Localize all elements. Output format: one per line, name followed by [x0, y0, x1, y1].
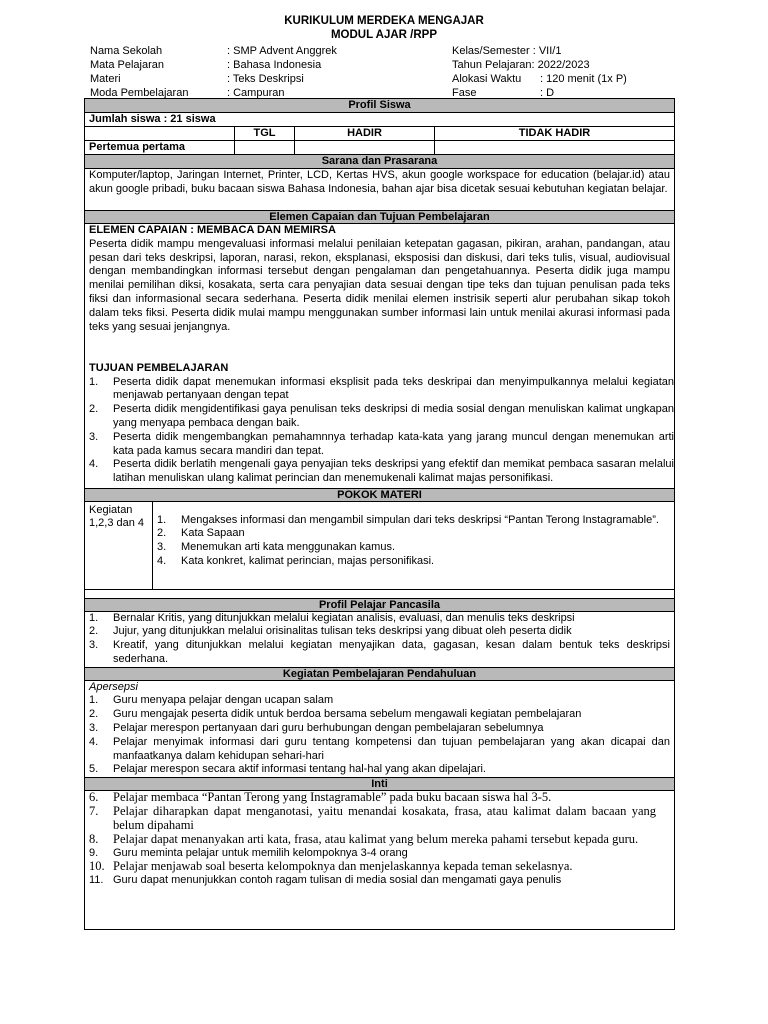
list-item: 2. Peserta didik mengidentifikasi gaya penulisan teks deskripsi di media sosial dengan menuliskan kalimat ungkapan yang menyapa pembaca dengan baik. — [89, 403, 674, 429]
list-item: 4. Pelajar menyimak informasi dari guru tentang kompetensi dan tujuan pembelajaran yang akan dicapai dan manfaatkanya dalam kehidupan sehari-hari — [89, 735, 670, 762]
pendahuluan-list — [85, 694, 674, 777]
info-row: Tahun Pelajaran: 2022/2023 — [452, 59, 590, 71]
jumlah-siswa: Jumlah siswa : 21 siswa — [85, 113, 674, 127]
attendance-row: Pertemua pertama — [85, 141, 674, 155]
tujuan-heading: TUJUAN PEMBELAJARAN — [89, 361, 229, 374]
section-header-pendahuluan: Kegiatan Pembelajaran Pendahuluan — [85, 667, 674, 681]
list-item: 9. Guru meminta pelajar untuk memilih kelompoknya 3-4 orang — [89, 846, 408, 859]
doc-title: KURIKULUM MERDEKA MENGAJAR — [284, 15, 484, 27]
main-table — [84, 98, 675, 930]
attendance-header: TGL HADIR TIDAK HADIR — [85, 127, 674, 141]
list-item: 8. Pelajar dapat menanyakan arti kata, frasa, atau kalimat yang belum mereka pahami tersebut kepada guru. — [89, 831, 639, 846]
list-item: 2. Kata Sapaan — [157, 527, 245, 540]
section-header-profil-siswa: Profil Siswa — [85, 99, 674, 113]
list-item: 5. Pelajar merespon secara aktif informasi tentang hal-hal yang akan dipelajari. — [89, 763, 486, 776]
list-item: 11. Guru dapat menunjukkan contoh ragam tulisan di media sosial dan mengamati gaya penulis — [89, 873, 562, 886]
list-item: 2. Guru mengajak peserta didik untuk berdoa bersama sebelum mengawali kegiatan pembelajaran — [89, 708, 582, 721]
elemen-text: Peserta didik mampu mengevaluasi informasi melalui penilaian ketepatan gagasan, pikiran, arahan, pandangan, atau pesan dari teks deskripsi, laporan, narasi, rekon, eksplanasi, eksposisi dan diskusi, dari teks tulis, visual, audiovisual dengan membandingkan informasi tersebut dengan pengalaman dan pengetahuannya. Peserta didik juga mampu menilai pemilihan diksi, kosakata, serta cara penyajian data sesuai dengan tipe teks dan tujuan penulisan pada teks fiksi dan informasional secara sederhana. Peserta didik menilai elemen instrisik seperti alur perubahan sikap tokoh dalam teks fiksi. Peserta didik mulai mampu menggunakan sumber informasi lain untuk menilai akurasi informasi pada teks yang sesuai jenjangnya. — [89, 237, 670, 333]
info-row: Nama Sekolah : SMP Advent Anggrek — [90, 45, 337, 57]
section-header-pokok-materi: POKOK MATERI — [85, 488, 674, 502]
info-row: Alokasi Waktu : 120 menit (1x P) — [452, 73, 627, 85]
info-row: Mata Pelajaran : Bahasa Indonesia — [90, 59, 322, 71]
pokok-left: Kegiatan 1,2,3 dan 4 — [85, 502, 153, 589]
apersepsi-label: Apersepsi — [89, 680, 138, 693]
list-item: 1. Mengakses informasi dan mengambil simpulan dari teks deskripsi “Pantan Terong Instagramable”. — [157, 513, 659, 526]
tujuan-list — [85, 376, 674, 488]
list-item: 10. Pelajar menjawab soal beserta kelompoknya dan menjelaskannya kepada teman sekelasnya. — [89, 859, 573, 874]
elemen-subheading: ELEMEN CAPAIAN : MEMBACA DAN MEMIRSA — [89, 224, 336, 236]
list-item: 3. Pelajar merespon pertanyaan dari guru berhubungan dengan pembelajaran sebelumnya — [89, 721, 544, 734]
info-row: Fase : D — [452, 87, 555, 99]
list-item: 4. Peserta didik berlatih mengenali gaya penyajian teks deskripsi yang efektif dan memikat pembaca sasaran melalui latihan menuliskan ulang kalimat perincian dan menemukenali kalimat majas personifikasi. — [89, 458, 674, 485]
info-row: Kelas/Semester : VII/1 — [452, 45, 562, 57]
section-header-profil-pancasila: Profil Pelajar Pancasila — [85, 598, 674, 612]
list-item: 6. Pelajar membaca “Pantan Terong yang Instagramable” pada buku bacaan siswa hal 3-5. — [89, 790, 552, 805]
pancasila-list — [85, 612, 674, 667]
list-item: 2. Jujur, yang ditunjukkan melalui orisinalitas tulisan teks deskripsi yang dibuat oleh peserta didik — [89, 625, 572, 638]
pokok-list — [153, 502, 674, 589]
list-item: 1. Peserta didik dapat menemukan informasi eksplisit pada teks deskripai dan menyimpulkannya melalui kegiatan menjawab pertanyaan dengan tepat — [89, 375, 674, 402]
info-row: Materi : Teks Deskripsi — [90, 73, 304, 85]
inti-list — [85, 791, 674, 887]
list-item: 1. Guru menyapa pelajar dengan ucapan salam — [89, 694, 334, 707]
list-item: 4. Kata konkret, kalimat perincian, majas personifikasi. — [157, 554, 435, 567]
info-right — [452, 44, 627, 100]
doc-subtitle: MODUL AJAR /RPP — [330, 29, 438, 41]
section-header-inti: Inti — [85, 777, 674, 791]
sarana-text: Komputer/laptop, Jaringan Internet, Printer, LCD, Kertas HVS, akun google workspace for education (belajar.id) atau akun google pribadi, buku bacaan siswa Bahasa Indonesia, bahan ajar bisa dicetak sesuai kebutuhan kegiatan belajar. — [89, 169, 670, 195]
list-item: 1. Bernalar Kritis, yang ditunjukkan melalui kegiatan analisis, evaluasi, dan menulis teks deskripsi — [89, 611, 575, 624]
list-item: 3. Menemukan arti kata menggunakan kamus. — [157, 541, 396, 554]
section-header-sarana: Sarana dan Prasarana — [85, 155, 674, 169]
info-left — [90, 44, 337, 100]
section-header-elemen: Elemen Capaian dan Tujuan Pembelajaran — [85, 210, 674, 224]
pokok-materi-row — [85, 502, 674, 590]
list-item: 3. Peserta didik mengembangkan pemahamnnya terhadap kata-kata yang jarang muncul dengan menemukan arti kata pada kamus secara mandiri dan tepat. — [89, 430, 674, 457]
list-item: 7. Pelajar diharapkan dapat menganotasi, yaitu menandai kosakata, frasa, atau kalimat dalam bacaan yang belum dipahami — [89, 804, 656, 832]
list-item: 3. Kreatif, yang ditunjukkan melalui kegiatan menyajikan data, gagasan, kesan dalam bentuk teks deskripsi sederhana. — [89, 639, 670, 665]
info-row: Moda Pembelajaran : Campuran — [90, 87, 285, 99]
